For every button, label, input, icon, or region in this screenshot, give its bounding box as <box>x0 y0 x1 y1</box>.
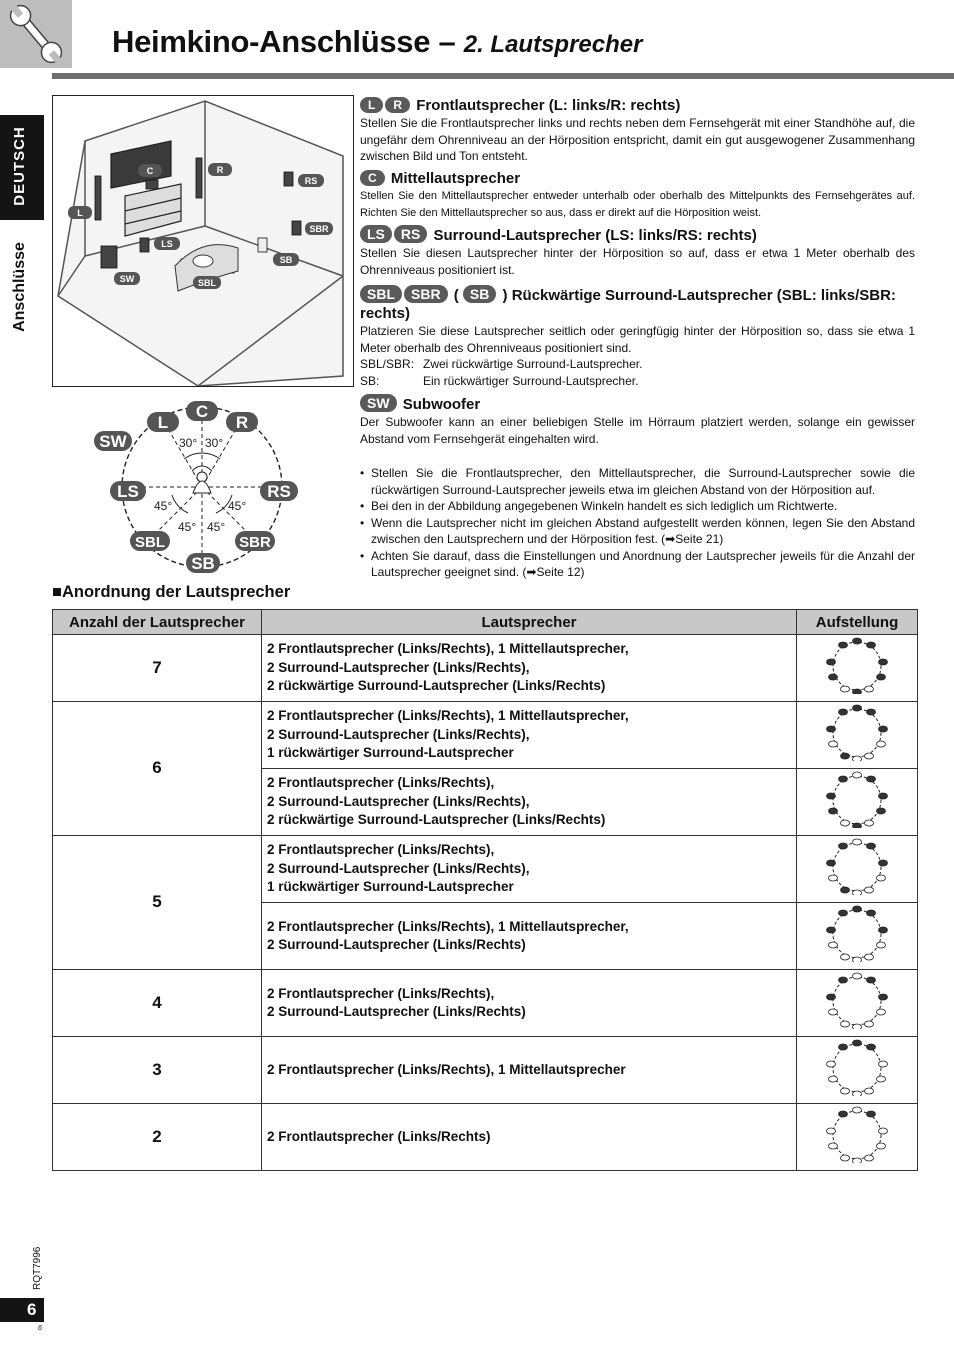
speaker-dot-active <box>827 659 836 665</box>
speaker-dot-active <box>841 887 850 893</box>
back-def-1-val: Zwei rückwärtige Surround-Lautsprecher. <box>423 357 643 371</box>
subwoofer-section <box>360 394 915 447</box>
table-row <box>53 635 918 702</box>
angle-badge-sbl-text: SBL <box>135 534 165 551</box>
speaker-line: 2 rückwärtige Surround-Lautsprecher (Links/Rechts) <box>267 812 606 828</box>
speaker-dot-active <box>853 689 862 694</box>
surround-heading: Surround-Lautsprecher (LS: links/RS: rechts) <box>433 227 757 244</box>
back-heading-2: rechts) <box>360 305 411 322</box>
badge-ls: LS <box>360 225 392 243</box>
badge-sw: SW <box>360 394 397 412</box>
speaker-line: 2 Surround-Lautsprecher (Links/Rechts) <box>267 937 526 952</box>
layout-cell <box>797 903 918 970</box>
speaker-line: 2 Surround-Lautsprecher (Links/Rechts), <box>267 860 530 876</box>
speaker-dot-inactive <box>853 1107 862 1113</box>
model-code: RQT7996 <box>32 1246 43 1290</box>
back-body: Platzieren Sie diese Lautsprecher seitlich oder geringfügig hinter der Hörposition so, dass sie etwa 1 Meter oberhalb des Ohrenniveaus positioniert sind. <box>360 324 915 355</box>
speaker-dot-active <box>829 808 838 814</box>
speaker-dot-inactive <box>879 1061 888 1067</box>
room-label-sb-text: SB <box>279 255 293 265</box>
surround-speaker-section <box>360 225 915 278</box>
speaker-dot-inactive <box>841 1155 850 1161</box>
angle-badge-r <box>226 412 258 432</box>
speaker-dot-active <box>827 726 836 732</box>
speaker-dot-active <box>879 793 888 799</box>
layout-circle <box>833 843 881 891</box>
angle-badge-rs <box>260 481 298 501</box>
speaker-dot-inactive <box>841 1088 850 1094</box>
header-count: Anzahl der Lautsprecher <box>53 610 262 635</box>
note-item: • Wenn die Lautsprecher nicht im gleichen Abstand aufgestellt werden können, legen Sie den Abstand zwischen den Lautsprechern und der Hörposition fest. (➡Seite 21) <box>360 515 915 548</box>
angle-badge-sw <box>94 431 132 451</box>
header-speakers: Lautsprecher <box>262 610 797 635</box>
table-header-row <box>53 610 918 635</box>
speaker-line: 2 Frontlautsprecher (Links/Rechts), <box>267 985 495 1001</box>
speaker-dot-active <box>829 674 838 680</box>
angle-badge-sw-text: SW <box>99 432 127 451</box>
room-label-ls-text: LS <box>161 239 173 249</box>
angle-badge-l-text: L <box>157 413 169 432</box>
room-label-rs <box>298 174 324 187</box>
layout-circle <box>833 776 881 824</box>
speaker-dot-active <box>839 709 848 715</box>
speaker-dot-active <box>839 843 848 849</box>
speaker-dot-active <box>853 638 862 644</box>
speaker-dot-inactive <box>841 820 850 826</box>
back-def-1 <box>360 356 915 373</box>
speaker-dot-inactive <box>865 820 874 826</box>
angle-badge-sbl <box>130 531 170 551</box>
speaker-dot-active <box>867 843 876 849</box>
room-label-r-text: R <box>216 165 224 175</box>
speaker-dot-inactive <box>853 756 862 761</box>
speaker-line: 2 Surround-Lautsprecher (Links/Rechts), <box>267 659 530 675</box>
speaker-dot-inactive <box>879 1128 888 1134</box>
speaker-dot-inactive <box>829 875 838 881</box>
speaker-dot-inactive <box>841 954 850 960</box>
speaker-dot-active <box>827 927 836 933</box>
angle-30-right: 30° <box>205 436 224 450</box>
layout-diagram-icon <box>825 904 889 962</box>
speaker-dot-active <box>827 793 836 799</box>
section-label: Anschlüsse <box>11 242 28 332</box>
speaker-dot-active <box>867 977 876 983</box>
layout-diagram-icon <box>825 703 889 761</box>
room-label-rs-text: RS <box>304 176 318 186</box>
back-paren: ( <box>453 287 459 304</box>
room-label-l-text: L <box>77 208 83 218</box>
angle-30-left: 30° <box>179 436 198 450</box>
speaker-dot-active <box>853 705 862 711</box>
front-speaker-section <box>360 97 915 165</box>
speaker-dot-inactive <box>865 1088 874 1094</box>
speaker-dot-inactive <box>853 839 862 845</box>
count-cell: 4 <box>53 970 262 1037</box>
center-heading: Mittellautsprecher <box>390 170 521 187</box>
title-sub: 2. Lautsprecher <box>463 31 643 58</box>
angle-badge-rs-text: RS <box>267 482 291 501</box>
speaker-dot-active <box>867 910 876 916</box>
front-body: Stellen Sie die Frontlautsprecher links und rechts neben dem Fernsehgerät mit einer Standhöhe auf, die ungefähr dem Ohrenniveau an der Hörposition entspricht, damit ein gut ausgewogener Zusammenhang zwischen Bild und Ton entsteht. <box>360 116 915 163</box>
badge-sb: SB <box>463 285 496 303</box>
room-label-r <box>208 163 232 176</box>
speaker-dot-active <box>839 642 848 648</box>
angle-badge-sb <box>186 553 220 573</box>
count-cell: 5 <box>53 836 262 970</box>
room-label-ls <box>154 237 180 250</box>
surround-body: Stellen Sie diesen Lautsprecher hinter der Hörposition so auf, dass er etwa 1 Meter oberhalb des Ohrenniveaus positioniert ist. <box>360 246 915 277</box>
layout-cell <box>797 1037 918 1104</box>
count-cell: 3 <box>53 1037 262 1104</box>
title-rule <box>52 73 954 79</box>
speaker-line: 2 Surround-Lautsprecher (Links/Rechts), <box>267 793 530 809</box>
speaker-dot-inactive <box>841 686 850 692</box>
angle-badge-r-text: R <box>235 413 249 432</box>
layout-circle <box>833 977 881 1025</box>
speaker-line: 2 Frontlautsprecher (Links/Rechts) <box>267 1128 491 1144</box>
angle-badge-ls <box>110 481 146 501</box>
speaker-line: 2 Surround-Lautsprecher (Links/Rechts) <box>267 1004 526 1019</box>
layout-cell <box>797 702 918 769</box>
speaker-dot-active <box>877 808 886 814</box>
speakers-cell <box>262 1104 797 1171</box>
speaker-dot-inactive <box>853 1024 862 1029</box>
page-title <box>112 26 642 57</box>
back-def-2-key: SB: <box>360 373 380 388</box>
layout-circle <box>833 910 881 958</box>
count-cell: 6 <box>53 702 262 836</box>
room-label-sbl-text: SBL <box>198 278 216 288</box>
room-label-c <box>138 164 162 177</box>
table-row <box>53 1037 918 1104</box>
angle-badge-c <box>186 401 218 421</box>
angle-badge-c-text: C <box>195 402 209 421</box>
speakers-cell <box>262 635 797 702</box>
back-def-2-val: Ein rückwärtiger Surround-Lautsprecher. <box>423 373 639 388</box>
speakers-cell <box>262 970 797 1037</box>
speaker-dot-active <box>877 674 886 680</box>
layout-cell <box>797 970 918 1037</box>
note-item: • Achten Sie darauf, dass die Einstellungen und Anordnung der Lautsprecher jeweils für die Anzahl der Lautsprecher geeignet sind. (➡Seite 12) <box>360 548 915 581</box>
angle-badge-sb-text: SB <box>191 554 215 573</box>
speaker-dot-inactive <box>877 1076 886 1082</box>
speaker-dot-active <box>867 1111 876 1117</box>
layout-cell <box>797 769 918 836</box>
speaker-line: 2 rückwärtige Surround-Lautsprecher (Links/Rechts) <box>267 678 606 694</box>
speaker-dot-active <box>839 776 848 782</box>
center-body: Stellen Sie den Mittellautsprecher entweder unterhalb oder oberhalb des Mittelpunkts des Fernsehgerätes auf. Richten Sie den Mittellautsprecher so aus, dass er direkt auf die Hörposition weist. <box>360 190 915 219</box>
back-heading-1: ) Rückwärtige Surround-Lautsprecher (SBL: links/SBR: <box>502 287 896 304</box>
sub-body: Der Subwoofer kann an einer beliebigen Stelle im Hörraum platziert werden, solange ein gewisser Abstand vom Fernsehgerät eingehalten wird. <box>360 415 915 446</box>
angle-badge-sbr-text: SBR <box>239 534 271 551</box>
back-def-2 <box>360 373 915 390</box>
layout-diagram-icon <box>825 636 889 694</box>
room-label-sbl <box>193 276 221 289</box>
badge-r: R <box>385 97 410 113</box>
room-label-sb <box>273 253 299 266</box>
speaker-dot-inactive <box>877 1009 886 1015</box>
layout-cell <box>797 1104 918 1171</box>
layout-circle <box>833 709 881 757</box>
angle-badge-l <box>147 412 179 432</box>
layout-diagram-icon <box>825 770 889 828</box>
speaker-line: 1 rückwärtiger Surround-Lautsprecher <box>267 745 514 761</box>
speaker-line: 2 Frontlautsprecher (Links/Rechts), 1 Mittellautsprecher, <box>267 918 629 934</box>
speaker-dot-inactive <box>827 1061 836 1067</box>
speaker-dot-inactive <box>829 1009 838 1015</box>
table-row <box>53 970 918 1037</box>
back-surround-section <box>360 285 915 389</box>
speaker-dot-inactive <box>853 973 862 979</box>
table-row <box>53 1104 918 1171</box>
speaker-dot-active <box>839 1111 848 1117</box>
speaker-dot-active <box>879 927 888 933</box>
badge-sbr: SBR <box>404 285 448 303</box>
speaker-dot-inactive <box>877 1143 886 1149</box>
wrench-icon <box>0 0 72 68</box>
sub-heading: Subwoofer <box>402 396 481 413</box>
speaker-dot-inactive <box>865 753 874 759</box>
angle-45-back-left: 45° <box>178 520 197 534</box>
speaker-dot-inactive <box>829 942 838 948</box>
speaker-dot-inactive <box>853 1158 862 1163</box>
speaker-dot-inactive <box>865 686 874 692</box>
room-label-sbr <box>305 222 333 235</box>
speaker-dot-active <box>879 726 888 732</box>
layout-diagram-icon <box>825 1038 889 1096</box>
speaker-dot-active <box>853 823 862 828</box>
back-def-1-key: SBL/SBR: <box>360 357 415 371</box>
title-main: Heimkino-Anschlüsse – <box>112 24 464 59</box>
speaker-dot-active <box>867 1044 876 1050</box>
speakers-cell <box>262 836 797 903</box>
speaker-line: 2 Surround-Lautsprecher (Links/Rechts), <box>267 726 530 742</box>
count-cell: 2 <box>53 1104 262 1171</box>
front-heading: Frontlautsprecher (L: links/R: rechts) <box>416 97 681 114</box>
speaker-line: 2 Frontlautsprecher (Links/Rechts), <box>267 842 495 858</box>
speaker-dot-inactive <box>865 954 874 960</box>
table-row <box>53 836 918 903</box>
speaker-dot-inactive <box>853 957 862 962</box>
speaker-dot-inactive <box>877 942 886 948</box>
header-layout: Aufstellung <box>797 610 918 635</box>
speaker-line: 1 rückwärtiger Surround-Lautsprecher <box>267 879 514 895</box>
speaker-dot-inactive <box>841 1021 850 1027</box>
angle-badge-ls-text: LS <box>117 482 139 501</box>
speaker-dot-inactive <box>853 1091 862 1096</box>
speakers-cell <box>262 769 797 836</box>
count-cell: 7 <box>53 635 262 702</box>
speaker-dot-active <box>839 977 848 983</box>
speaker-dot-inactive <box>829 1076 838 1082</box>
arrangement-title: ■Anordnung der Lautsprecher <box>52 583 291 601</box>
speaker-dot-active <box>853 906 862 912</box>
language-tab-label: DEUTSCH <box>11 126 28 206</box>
note-item: • Bei den in der Abbildung angegebenen Winkeln handelt es sich lediglich um Richtwerte. <box>360 498 915 515</box>
badge-rs: RS <box>394 225 427 243</box>
angle-45-right: 45° <box>228 499 247 513</box>
room-label-sbr-text: SBR <box>309 224 329 234</box>
speaker-dot-active <box>827 994 836 1000</box>
room-label-c-text: C <box>146 166 154 176</box>
speaker-line: 2 Frontlautsprecher (Links/Rechts), <box>267 775 495 791</box>
notes-list <box>360 465 915 581</box>
speaker-dot-inactive <box>853 890 862 895</box>
angle-badge-sbr <box>235 531 275 551</box>
speaker-dot-inactive <box>865 1021 874 1027</box>
speaker-dot-inactive <box>829 1143 838 1149</box>
layout-diagram-icon <box>825 837 889 895</box>
room-label-l <box>68 206 92 219</box>
center-speaker-section <box>360 170 915 221</box>
layout-circle <box>833 1044 881 1092</box>
angle-45-back-right: 45° <box>207 520 226 534</box>
badge-l: L <box>360 97 383 113</box>
layout-circle <box>833 1111 881 1159</box>
page-number: 6 <box>27 1300 37 1319</box>
speaker-dot-active <box>839 910 848 916</box>
speaker-line: 2 Frontlautsprecher (Links/Rechts), 1 Mittellautsprecher, <box>267 641 629 657</box>
speaker-dot-inactive <box>829 741 838 747</box>
room-illustration <box>52 95 354 387</box>
speaker-dot-active <box>827 860 836 866</box>
speaker-dot-inactive <box>877 741 886 747</box>
speaker-dot-active <box>879 659 888 665</box>
page-number-small: 6 <box>38 1325 42 1332</box>
speaker-dot-active <box>879 860 888 866</box>
layout-cell <box>797 635 918 702</box>
speaker-dot-active <box>841 753 850 759</box>
speaker-dot-inactive <box>853 772 862 778</box>
speaker-dot-active <box>879 994 888 1000</box>
room-label-sw-text: SW <box>119 274 135 284</box>
badge-c: C <box>360 170 385 186</box>
section-icon-box <box>0 0 72 68</box>
speaker-dot-inactive <box>865 1155 874 1161</box>
layout-cell <box>797 836 918 903</box>
table-row <box>53 702 918 769</box>
speaker-dot-inactive <box>865 887 874 893</box>
speakers-cell <box>262 1037 797 1104</box>
speaker-angle-diagram <box>92 397 312 577</box>
speaker-dot-active <box>867 642 876 648</box>
speaker-dot-active <box>853 1040 862 1046</box>
speaker-dot-active <box>839 1044 848 1050</box>
badge-sbl: SBL <box>360 285 402 303</box>
page-number-box <box>0 1298 44 1322</box>
layout-diagram-icon <box>825 1105 889 1163</box>
speaker-dot-inactive <box>827 1128 836 1134</box>
layout-diagram-icon <box>825 971 889 1029</box>
arrangement-table <box>52 609 918 1171</box>
room-label-sw <box>114 272 140 285</box>
speakers-cell <box>262 903 797 970</box>
speaker-line: 2 Frontlautsprecher (Links/Rechts), 1 Mittellautsprecher <box>267 1061 626 1077</box>
speaker-dot-active <box>867 776 876 782</box>
speakers-cell <box>262 702 797 769</box>
speaker-dot-active <box>867 709 876 715</box>
note-item: • Stellen Sie die Frontlautsprecher, den Mittellautsprecher, die Surround-Lautsprecher sowie die rückwärtigen Surround-Lautsprecher jeweils etwa im gleichen Abstand von der Hörposition auf. <box>360 465 915 498</box>
layout-circle <box>833 642 881 690</box>
speaker-dot-inactive <box>877 875 886 881</box>
speaker-line: 2 Frontlautsprecher (Links/Rechts), 1 Mittellautsprecher, <box>267 708 629 724</box>
angle-45-left: 45° <box>154 499 173 513</box>
